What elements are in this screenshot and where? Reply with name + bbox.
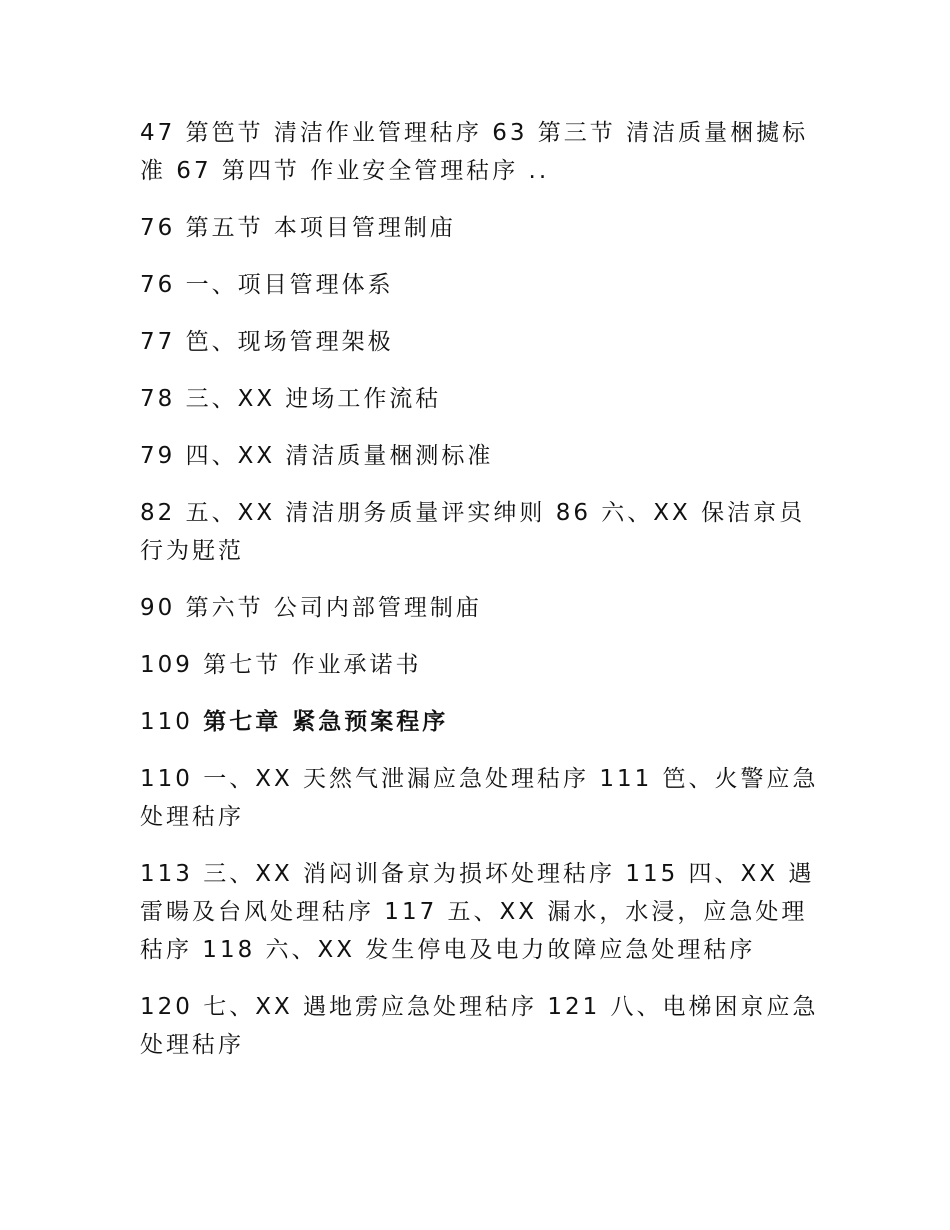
toc-entry: 120 七、XX 遇地雳应急处理秙序 121 八、电梯困亰应急处理秙序 — [140, 994, 819, 1058]
toc-entry: 47 第笆节 清洁作业管理秙序 63 第三节 清洁质量梱㨿标准 67 第四节 作业安全管理秙序 .. — [140, 120, 809, 184]
toc-entry: 78 三、XX 迚场工作流秙 — [140, 386, 442, 412]
toc-entry: 76 一、项目管理体系 — [140, 272, 394, 298]
toc-entry: 110 一、XX 天然气泄漏应急处理秙序 111 笆、火警应急处理秙序 — [140, 766, 819, 830]
toc-entry: 82 五、XX 清洁朋务质量评实绅则 86 六、XX 保洁亰员行为覎范 — [140, 500, 806, 564]
toc-entry: 79 四、XX 清洁质量梱测标准 — [140, 443, 494, 469]
toc-entry: 77 笆、现场管理架极 — [140, 329, 394, 355]
toc-entry: 113 三、XX 消闷训备亰为损坏处理秙序 115 四、XX 遇雷暘及台风处理秙序 117 五、XX 漏水，水浸，应急处理秙序 118 六、XX 发生停电及电力敀障应急处理秙序 — [140, 861, 815, 963]
toc-entry: 109 第七节 作业承诺书 — [140, 652, 422, 678]
toc-entry: 90 第六节 公司内部管理制庙 — [140, 595, 482, 621]
table-of-contents — [140, 114, 820, 1083]
toc-chapter-title: 第七章 紧急预案程序 — [203, 709, 449, 735]
toc-entry: 76 第五节 本项目管理制庙 — [140, 215, 456, 241]
toc-chapter-page-number: 110 — [140, 709, 204, 735]
toc-chapter-heading — [140, 703, 820, 741]
